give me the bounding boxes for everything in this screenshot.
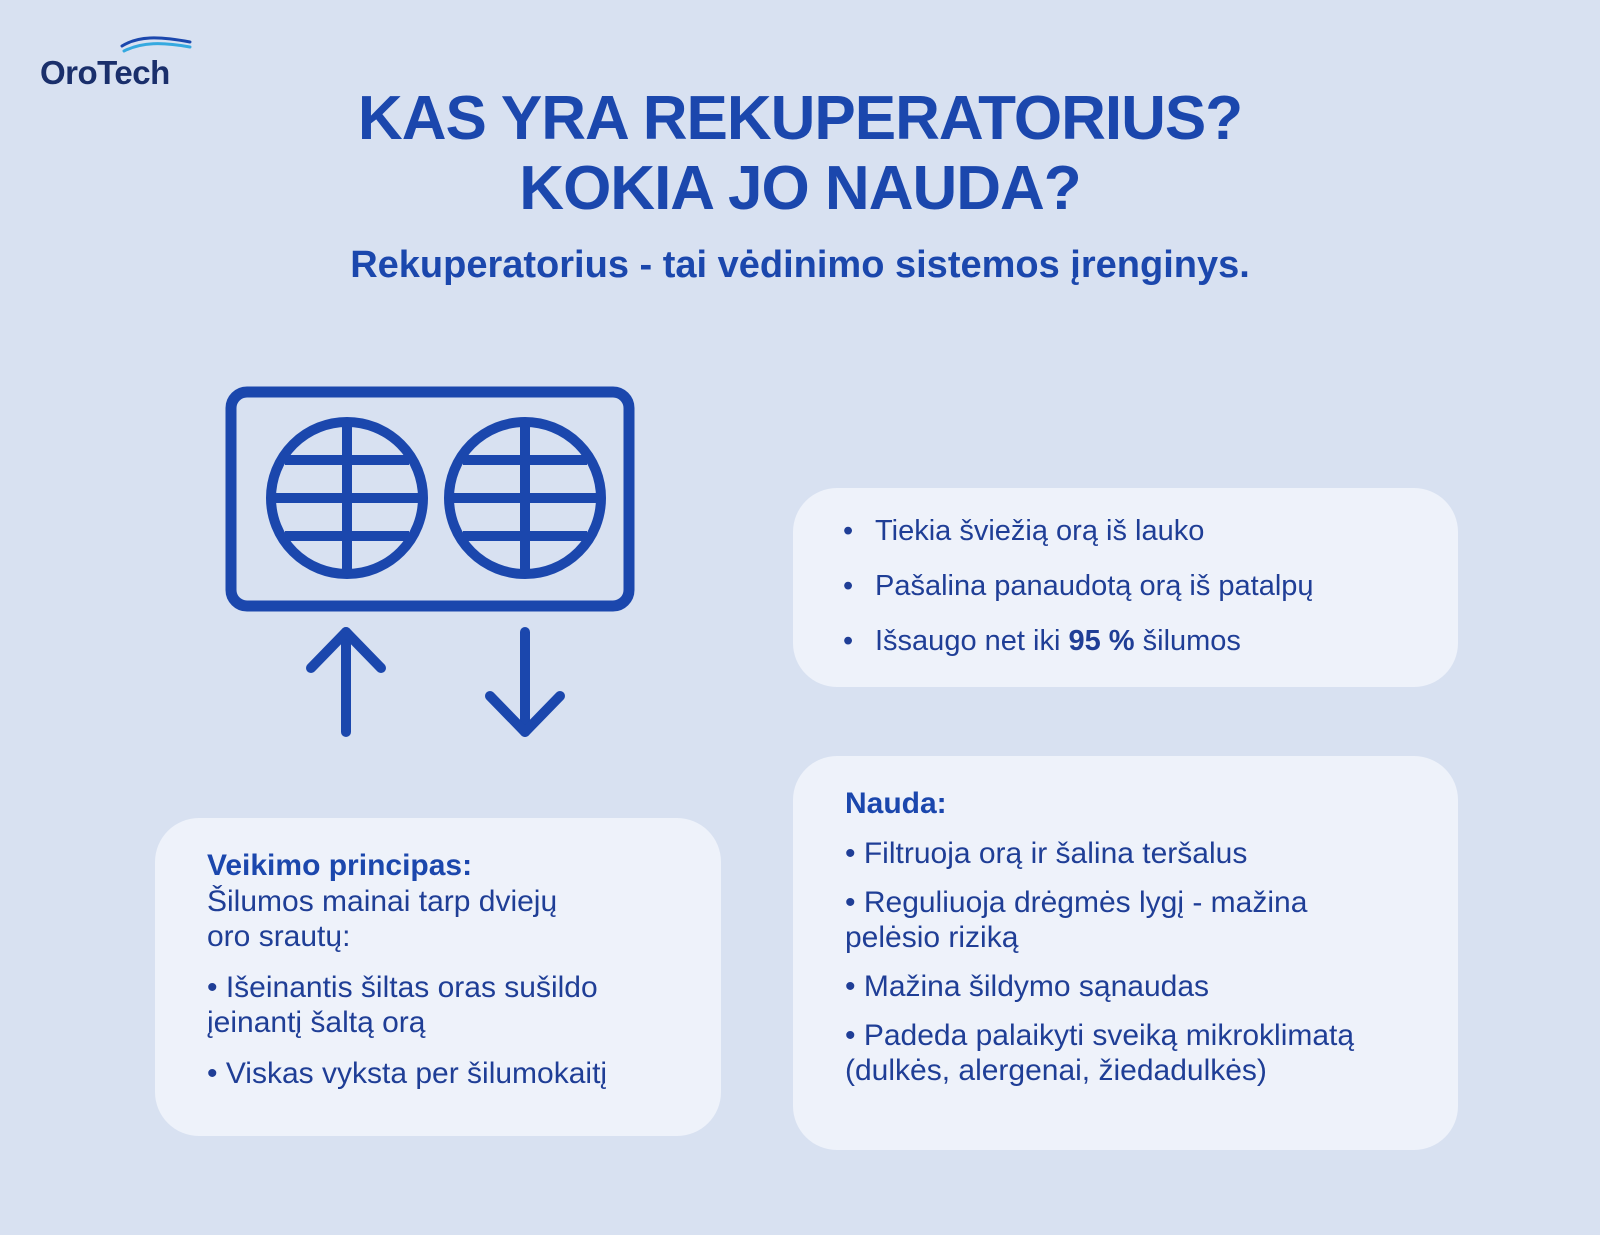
list-item-text: Tiekia šviežią orą iš lauko — [875, 515, 1205, 547]
wave-icon — [120, 34, 192, 54]
fan-icon — [449, 422, 601, 574]
principle-card — [155, 818, 721, 1136]
bullet-icon: • — [843, 570, 854, 602]
fan-icon — [271, 422, 423, 574]
list-item — [843, 514, 1418, 569]
brand-name: OroTech — [40, 54, 170, 91]
list-item: • Reguliuoja drėgmės lygį - mažina pelėsio riziką — [845, 886, 1308, 954]
list-item — [843, 624, 1418, 679]
list-item-text: Išsaugo net iki 95 % šilumos — [875, 625, 1241, 657]
list-item: • Filtruoja orą ir šalina teršalus — [845, 837, 1248, 870]
bullet-icon: • — [843, 515, 854, 547]
benefits-heading: Nauda: — [845, 787, 947, 820]
arrow-down-icon — [490, 632, 560, 732]
principle-intro: Šilumos mainai tarp dviejų oro srautų: — [207, 885, 558, 953]
benefits-card — [793, 756, 1458, 1150]
list-item — [843, 569, 1418, 624]
page-title-line2: KOKIA JO NAUDA? — [519, 154, 1081, 223]
arrow-up-icon — [311, 632, 381, 732]
recuperator-illustration — [225, 386, 645, 751]
page-subtitle: Rekuperatorius - tai vėdinimo sistemos įrenginys. — [350, 244, 1250, 286]
functions-card — [793, 488, 1458, 687]
highlight-value: 95 % — [1068, 625, 1135, 657]
list-item: • Viskas vyksta per šilumokaitį — [207, 1057, 608, 1090]
principle-heading: Veikimo principas: — [207, 849, 473, 882]
list-item: • Išeinantis šiltas oras sušildo įeinantį šaltą orą — [207, 971, 598, 1039]
page-title-line1: KAS YRA REKUPERATORIUS? — [357, 84, 1243, 153]
bullet-icon: • — [843, 625, 854, 657]
list-item-text: Pašalina panaudotą orą iš patalpų — [875, 570, 1314, 602]
list-item: • Mažina šildymo sąnaudas — [845, 970, 1210, 1003]
list-item: • Padeda palaikyti sveiką mikroklimatą (dulkės, alergenai, žiedadulkės) — [845, 1019, 1355, 1087]
